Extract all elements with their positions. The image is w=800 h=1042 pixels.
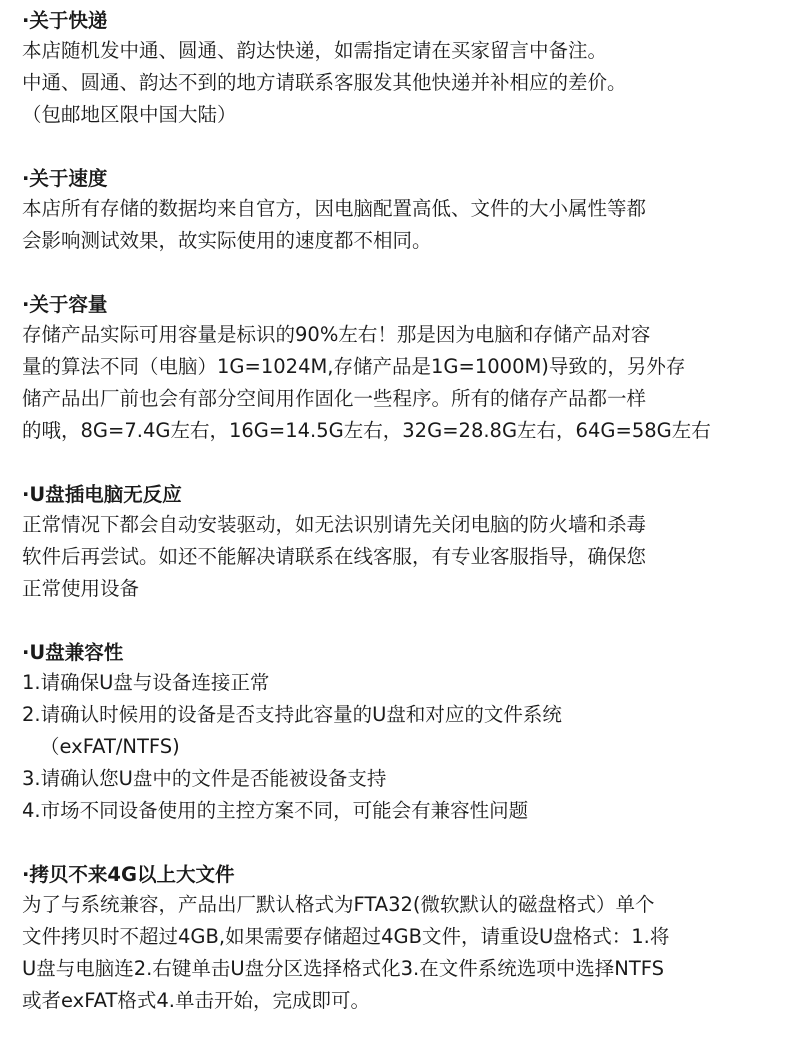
list-item: 3.请确认您U盘中的文件是否能被设备支持 bbox=[22, 767, 387, 790]
paragraph-line: 本店所有存储的数据均来自官方，因电脑配置高低、文件的大小属性等都 bbox=[22, 197, 647, 220]
paragraph-line: 文件拷贝时不超过4GB,如果需要存储超过4GB文件，请重设U盘格式：1.将 bbox=[22, 925, 670, 948]
paragraph-line: 本店随机发中通、圆通、韵达快递，如需指定请在买家留言中备注。 bbox=[22, 39, 608, 62]
paragraph-line: 储产品出厂前也会有部分空间用作固化一些程序。所有的储存产品都一样 bbox=[22, 387, 647, 410]
paragraph-line: 中通、圆通、韵达不到的地方请联系客服发其他快递并补相应的差价。 bbox=[22, 71, 627, 94]
section-shipping bbox=[22, 6, 800, 131]
section-heading: ·U盘兼容性 bbox=[22, 641, 124, 664]
paragraph-line: 为了与系统兼容，产品出厂默认格式为FTA32(微软默认的磁盘格式）单个 bbox=[22, 893, 655, 916]
paragraph-line: 量的算法不同（电脑）1G=1024M,存储产品是1G=1000M)导致的，另外存 bbox=[22, 355, 686, 378]
section-large-files bbox=[22, 860, 800, 1017]
paragraph-line: 会影响测试效果，故实际使用的速度都不相同。 bbox=[22, 229, 432, 252]
section-heading: ·关于容量 bbox=[22, 293, 108, 316]
paragraph-line: 存储产品实际可用容量是标识的90%左右！那是因为电脑和存储产品对容 bbox=[22, 323, 651, 346]
list-item: 2.请确认时候用的设备是否支持此容量的U盘和对应的文件系统 bbox=[22, 703, 562, 726]
paragraph-line: 正常情况下都会自动安装驱动，如无法识别请先关闭电脑的防火墙和杀毒 bbox=[22, 513, 647, 536]
paragraph-line: 软件后再尝试。如还不能解决请联系在线客服，有专业客服指导，确保您 bbox=[22, 545, 647, 568]
paragraph-line: 的哦，8G=7.4G左右，16G=14.5G左右，32G=28.8G左右，64G=58G左右 bbox=[22, 419, 711, 442]
paragraph-line: （包邮地区限中国大陆） bbox=[22, 103, 237, 126]
list-item: 4.市场不同设备使用的主控方案不同，可能会有兼容性问题 bbox=[22, 799, 529, 822]
list-item-continuation: （exFAT/NTFS) bbox=[40, 735, 180, 758]
paragraph-line: U盘与电脑连2.右键单击U盘分区选择格式化3.在文件系统选项中选择NTFS bbox=[22, 957, 665, 980]
paragraph-line: 正常使用设备 bbox=[22, 577, 140, 600]
section-heading: ·关于快递 bbox=[22, 9, 108, 32]
section-heading: ·拷贝不来4G以上大文件 bbox=[22, 863, 235, 886]
section-compatibility bbox=[22, 638, 800, 827]
section-no-response bbox=[22, 480, 800, 605]
list-item: 1.请确保U盘与设备连接正常 bbox=[22, 671, 270, 694]
section-speed bbox=[22, 164, 800, 257]
section-capacity bbox=[22, 290, 800, 447]
section-heading: ·U盘插电脑无反应 bbox=[22, 483, 182, 506]
section-heading: ·关于速度 bbox=[22, 167, 108, 190]
paragraph-line: 或者exFAT格式4.单击开始，完成即可。 bbox=[22, 989, 370, 1012]
